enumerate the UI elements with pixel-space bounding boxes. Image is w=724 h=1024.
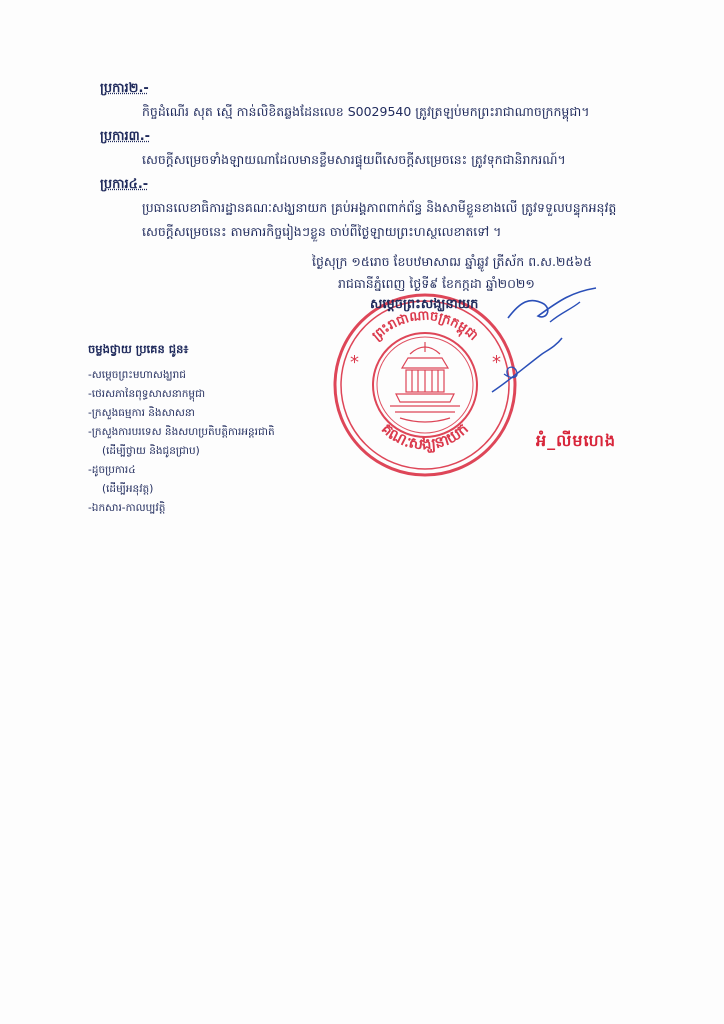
cc-item-note: (ដើម្បីអនុវត្ត) (102, 483, 154, 495)
cc-item: -ថេរសភានៃពុទ្ធសាសនាកម្ពុជា (88, 388, 206, 400)
article-3-heading: ប្រការ៣.- (100, 129, 151, 144)
cc-item: -ក្រសួងការបរទេស និងសហប្រតិបត្តិការអន្តរជាតិ (88, 426, 275, 438)
svg-text:គណៈសង្ឃនាយក (378, 420, 472, 454)
cc-item: -ក្រសួងធម្មការ និងសាសនា (88, 407, 195, 419)
seal-right-star: * (492, 352, 501, 373)
solar-date: រាជធានីភ្នំពេញ ថ្ងៃទី៩ ខែកក្កដា ឆ្នាំ២០២១ (338, 276, 535, 291)
article-4-heading: ប្រការ៤.- (100, 177, 149, 192)
signer-name: អំ_លីមហេង (536, 431, 617, 450)
seal-temple-emblem (390, 342, 460, 422)
cc-item-note: (ដើម្បីថ្វាយ និងជូនជ្រាប) (102, 445, 200, 457)
article-3-body: សេចក្តីសម្រេចទាំងឡាយណាដែលមានខ្លឹមសារផ្ទុយពីសេចក្តីសម្រេចនេះ ត្រូវទុកជានិរាករណ៍។ (142, 152, 566, 167)
cc-item: -ឯកសារ-កាលប្បវត្តិ (88, 502, 166, 514)
article-2-heading: ប្រការ២.- (100, 81, 149, 96)
signature-mark (500, 282, 610, 332)
signer-title: សម្តេចព្រះសង្ឃនាយក (370, 297, 479, 312)
article-2-body: កិច្ចដំណើរ សុត ស្មើ កាន់លិខិតឆ្លងដែនលេខ S0029540 ត្រូវត្រឡប់មកព្រះរាជាណាចក្រកម្ពុជា។ (142, 104, 590, 119)
lunar-date: ថ្ងៃសុក្រ ១៥រោច ខែបឋមាសាឍ ឆ្នាំឆ្លូវ ត្រីស័ក ព.ស.២៥៦៥ (312, 254, 593, 269)
cc-item: -សម្តេចព្រះមហាសង្ឃរាជ (88, 369, 186, 381)
cc-title: ចម្លងថ្វាយ ប្រគេន ជូន៖ (88, 342, 189, 356)
article-4-body: ប្រធានលេខាធិការដ្ឋានគណៈសង្ឃនាយក គ្រប់អង្គភាពពាក់ព័ន្ធ និងសាមីខ្លួនខាងលើ ត្រូវទទួលបន្ទុកអនុវត្តសេចក្តីសម្រេចនេះ តាមភារកិច្ចរៀងៗខ្លួន ចាប់ពីថ្ងៃឡាយព្រះហស្ថលេខាតទៅ ។ (142, 200, 617, 239)
seal-left-star: * (350, 352, 359, 373)
seal-top-text: ព្រះរាជាណាចក្រកម្ពុជា (369, 308, 481, 344)
seal-bottom-text: គណៈសង្ឃនាយក (378, 419, 472, 454)
cc-item: -ដូចប្រការ៤ (88, 464, 136, 476)
signature-flourish (486, 330, 566, 400)
cc-list (88, 366, 275, 518)
